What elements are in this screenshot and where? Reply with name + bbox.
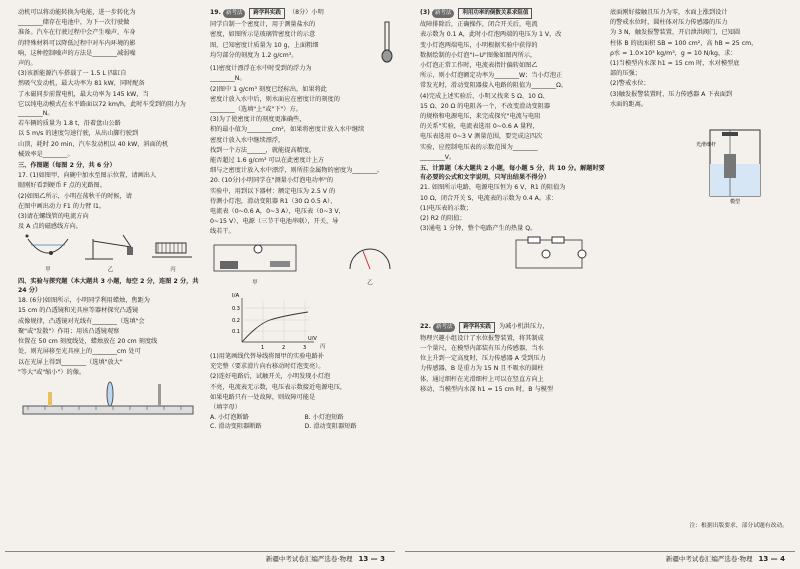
q19-text	[210, 20, 379, 64]
new-method-badge: 新考法	[432, 9, 455, 18]
text-line: 聚"或"发散"）作用；用该凸透镜观察	[18, 327, 120, 335]
lever-diagram	[83, 233, 138, 261]
q19-body	[210, 20, 395, 64]
topic-badge: 跨学科实践	[249, 8, 285, 19]
text-line: 积的最小值为________cm²，如果将密度计放入水中继续	[210, 126, 365, 134]
q22-header	[420, 322, 605, 333]
text-line: 它以纯电动模式在水平路面以72 km/h，此时车受到的阻力为________N。	[18, 100, 186, 118]
q20-parts	[210, 352, 395, 412]
text-line: "等大"或"缩小"）的像。	[18, 368, 86, 376]
text-line: 如果电路只有一处故障，则故障可能是	[210, 393, 316, 401]
iv-graph	[230, 290, 395, 352]
text-line: (2)连好电路后，试触开关，小明发现小灯泡	[210, 373, 331, 381]
text-line: ________储存在电池中，为下一次行驶做	[18, 19, 130, 27]
text-line: (3)为了使密度计的刻度更准确些，	[210, 116, 306, 124]
right-column-2	[610, 8, 795, 207]
text-line: 故障排除后，正确操作，闭合开关后，电流	[420, 21, 538, 29]
text-line: 21. 如图所示电路，电源电压恒为 6 V，R1 的阻值为	[420, 184, 566, 192]
text-line: 位置在 50 cm 刻度线处，蜡烛放在 20 cm 刻度线	[18, 338, 158, 346]
text-line: 10 Ω，闭合开关 S，电流表的示数为 0.4 A。求：	[420, 194, 558, 202]
text-line: (3)该新能源汽车搭载了一 1.5 L 四缸自	[18, 70, 127, 78]
text-line: 同学自制一个密度计，用于测量盐水的	[210, 21, 316, 29]
section-heading: 五、计算题（本大题共 2 小题，每小题 5 分，共 10 分。解题时要有必要的公式和文字说明，只写出结果不得分）	[420, 165, 605, 182]
figure-label: 光滑细杆	[696, 142, 717, 149]
q3-header	[420, 8, 605, 19]
text-line: (3)触发报警装置时，压力传感器 A 下表面到	[610, 90, 733, 98]
text-line: 的特殊材料可以降低过程中对车内环境的影	[18, 39, 136, 47]
text-line: 成像规律，凸透镜对光线有________（选填"会	[18, 317, 145, 325]
text-line: 0~15 V），电源（三节干电池串联），开关，导	[210, 218, 339, 226]
text-line: 力传感器，B 是重力为 15 N 且不吸水的圆柱	[420, 365, 544, 373]
q17-figures	[18, 233, 203, 274]
text-line: 变小灯泡两端电压，小明根据实验中获得的	[420, 41, 538, 49]
option-a: A. 小灯泡断路	[210, 414, 249, 422]
figure-label: 甲	[252, 279, 258, 286]
text-line: 了永磁同步前置电机，最大功率为 145 kW，当	[18, 90, 149, 98]
text-line: 若车辆的质量为 1.8 t，沿着盘山公路	[18, 120, 121, 128]
text-line: 表示数为 0.1 A，此时小灯泡两端的电压为 1 V，改	[420, 31, 562, 39]
text-line: 20. (10分)小明同学在"测量小灯泡电功率"的	[210, 177, 334, 185]
q19-header	[210, 8, 395, 19]
text-line: 小灯泡正常工作时，电流表指针偏转如图乙	[420, 62, 538, 70]
text-line: 的规格和电源电压，来完成探究"电流与电阻	[420, 113, 541, 121]
text-line: 然吸气发动机，最大功率为 81 kW，同时配备	[18, 80, 145, 88]
text-line: 柱体 B 的底面积 SB = 100 cm²，高 hB = 25 cm，	[610, 39, 758, 47]
text-line: 及 A 点的磁感线方向。	[18, 223, 82, 231]
q20	[210, 176, 395, 236]
text-line: (1)电压表的示数；	[420, 204, 473, 212]
figure-solenoid	[148, 233, 198, 274]
iv-graph-svg	[230, 290, 320, 352]
text-line: 常发光时，滑动变阻器接入电路的阻值为________Ω。	[420, 82, 568, 90]
axis-label-x: U/V	[308, 336, 317, 343]
text-line: (2)如图乙所示，小明在荡秋千的时候，请	[18, 192, 132, 200]
ammeter-figure	[345, 239, 395, 288]
tick-label-y: 0.2	[232, 318, 240, 325]
figure-label: 模型	[730, 199, 741, 205]
text-line: 能否超过 1.6 g/cm³ 可以在此密度计上方	[210, 157, 325, 165]
text-line: 15 Ω、20 Ω 的电阻各一个，不改变滑动变阻器	[420, 102, 551, 110]
text-line: (4)完成上述实验后，小明又找来 5 Ω、10 Ω、	[420, 92, 549, 100]
text-line: 实验，应控制电压表的示数范围为________	[420, 143, 538, 151]
text-line: 为减小机洪压力，	[498, 322, 549, 330]
tick-label-y: 0.1	[232, 329, 240, 336]
iv-curve	[242, 312, 308, 342]
text-line: 响，这种控制噪声的方法是________减弱噪	[18, 49, 136, 57]
option-b: B. 小灯泡短路	[304, 414, 344, 422]
right-footer	[405, 551, 795, 565]
q18	[18, 296, 203, 377]
text-line: 17. (1)如图甲，向碗中加水至图示位置，请画出人	[18, 172, 157, 180]
text-line: 以 5 m/s 的速度匀速行驶，从出山脚行驶到	[18, 130, 139, 138]
text-line: 所示，则小灯泡额定功率为________W；当小灯泡正	[420, 72, 563, 80]
page-number: 13 — 4	[758, 554, 785, 563]
text-line: 移动，当模型内水深 h1 = 15 cm 时，B 与模型	[420, 385, 554, 393]
text-line: 在图中画出动力 F1 的力臂 l1。	[18, 202, 106, 210]
text-line: 待测小灯泡，滑动变阻器 R1（30 Ω 0.5 A）、	[210, 197, 337, 205]
section-heading: 四、实验与探究题（本大题共 3 小题，每空 2 分，连图 2 分，共 24 分）	[18, 277, 199, 295]
q21-subparts	[420, 204, 605, 224]
footer-title: 新疆中考试卷汇编严选卷·物理	[265, 555, 353, 563]
solenoid-diagram	[148, 233, 198, 261]
circuit-figure	[210, 239, 300, 288]
new-method-badge: 新考法	[223, 9, 246, 18]
question-number: 19.	[210, 9, 221, 16]
text-line: (2)图中 1 g/cm³ 刻度已经标出，如果将此	[210, 85, 327, 93]
text-line: 的警戒水位时，圆柱体对压力传感器的压力	[610, 19, 728, 27]
q17	[18, 171, 203, 231]
text-line: 部的压强；	[610, 70, 641, 78]
tick-label-y: 0.3	[232, 306, 240, 313]
text-line: 密度计放入水中继续漂浮，	[210, 136, 285, 144]
figure-label: 乙	[367, 279, 373, 286]
tick-label-x: 2	[282, 345, 286, 352]
option-c: C. 滑动变阻器断路	[210, 423, 262, 431]
text-line: 电压表选用 0~3 V 测量范围，要完成这四次	[420, 133, 543, 141]
option-d: D. 滑动变阻器短路	[304, 423, 357, 431]
q21-body	[420, 204, 605, 224]
text-line: (2)警戒水位；	[610, 80, 650, 88]
left-column-1	[18, 8, 203, 421]
text-line: 位上升到一定高度时，压力传感器 A 受到压力	[420, 355, 546, 363]
text-line: （8分）小明	[288, 9, 324, 16]
text-line: ________V。	[420, 153, 456, 161]
text-line: 均匀部分的刻度为 1.2 g/cm³。	[210, 51, 298, 59]
section-heading: 三、作图题（每图 2 分，共 6 分）	[18, 162, 116, 170]
text-line: (3)请在螺线管的电流方向	[18, 213, 89, 221]
text-line: 一个量尺，在模型内部装有压力传感器，当水	[420, 345, 544, 353]
text-line: 动机可以将动能转换为电能，进一步转化为	[18, 9, 136, 16]
tick-label-x: 3	[303, 345, 307, 352]
topic-badge: 利用功率的倒数关系求阻值	[458, 8, 532, 19]
text-line: 声的。	[18, 60, 37, 68]
figure-label: 丙	[320, 343, 326, 350]
figure-label: 乙	[107, 266, 114, 273]
text-line: 为 3 N，触发报警装置，开启泄洪阀门，已知圆	[610, 29, 741, 37]
text-line: 电流表（0~0.6 A，0~3 A），电压表（0~3 V，	[210, 208, 345, 216]
text-line: 18. (6分)如图所示，小明同学利用蜡烛，焦距为	[18, 297, 150, 305]
text-line: 实验中，用到以下器材：额定电压为 2.5 V 的	[210, 187, 336, 195]
text-line: 线若干。	[210, 228, 235, 236]
q20-options	[210, 413, 395, 431]
text-line: 山顶，耗时 20 min，汽车发动机以 40 kW，斜面的机	[18, 140, 169, 148]
text-line: ________N。	[210, 75, 246, 83]
text-line: ρ水 = 1.0×10³ kg/m³，g = 10 N/kg，求：	[610, 49, 737, 57]
text-line: 找到一个方法______，就能提高精度。	[210, 146, 316, 154]
text-line: 不亮，电流表无示数，电压表示数接近电源电压，	[210, 383, 347, 391]
text-line: 密度计放入水中后，则水面应在密度计的刻度的	[210, 95, 340, 103]
optical-bench-diagram	[18, 378, 198, 418]
text-line: 密度，如图所示是玻璃管密度计的示意	[210, 31, 316, 39]
text-line: 数据绘制的小灯泡"I−U"图像如图丙所示，	[420, 51, 537, 59]
q20-figures	[210, 239, 395, 288]
q16-part3	[18, 69, 203, 159]
text-line: 处，则光屏移至光具座上的________cm 处可	[18, 348, 141, 356]
figure-label: 丙	[170, 266, 176, 273]
text-line: （填字母）	[210, 404, 241, 412]
tick-label-x: 1	[261, 345, 265, 352]
left-footer	[5, 551, 395, 565]
right-column-1	[420, 8, 605, 395]
text-line: 眼刚好看到硬币 F 点的光路图。	[18, 182, 106, 190]
text-line: 准备。汽车在行驶过程中会产生噪声，车身	[18, 29, 136, 37]
text-line: 底面刚好接触且压力为零，水面上涨到设计	[610, 9, 728, 16]
page-number: 13 — 3	[358, 554, 385, 563]
text-line: 图，已知密度计质量为 10 g，上面粗细	[210, 41, 319, 49]
text-line: (3)通电 1 分钟，整个电路产生的热量 Q。	[420, 225, 537, 233]
right-page	[400, 0, 800, 569]
axis-label-y: I/A	[232, 293, 240, 300]
intro-block	[18, 8, 203, 68]
editorial-note: 注：根据出版要求，部分试题有改动。	[689, 523, 788, 529]
text-line: 以在光屏上得到________（选填"放大"	[18, 358, 123, 366]
left-column-2	[210, 8, 395, 432]
text-line: (1)密度计漂浮在水中时受到的浮力为	[210, 65, 312, 73]
text-line: 细与之密度计放入水中漂浮，则所挂金属物的密度为________。	[210, 167, 384, 175]
figure-lever	[83, 233, 138, 274]
new-method-badge: 新考法	[433, 323, 456, 332]
text-line: 物理兴趣小组设计了水位报警装置，将其制成	[420, 334, 544, 342]
question-number: (3)	[420, 9, 430, 16]
footer-title: 新疆中考试卷汇编严选卷·物理	[665, 555, 753, 563]
text-line: (1)用笔画线代替导线将图甲的实验电路补	[210, 353, 324, 361]
circuit-diagram	[210, 239, 300, 275]
text-line: 体，通过细杆在光滑细杆上可以在竖直方向上	[420, 375, 544, 383]
figure-bowl	[23, 233, 73, 274]
topic-badge: 跨学科实践	[459, 322, 495, 333]
ammeter-dial-diagram	[345, 239, 395, 275]
bowl-diagram	[23, 233, 73, 261]
text-line: 械效率是________。	[18, 150, 74, 158]
figure-label: 甲	[45, 266, 51, 273]
question-number: 22.	[420, 322, 431, 330]
q21-circuit-diagram	[510, 234, 590, 274]
text-line: 水面的距离。	[610, 100, 648, 108]
water-level-model-diagram	[610, 124, 770, 204]
text-line: (1)当模型内水深 h1 = 15 cm 时，水对模型底	[610, 60, 740, 68]
hydrometer-icon	[379, 20, 395, 64]
text-line: (2) R2 的阻值；	[420, 215, 466, 223]
text-line: 15 cm 的凸透镜和光具座等器材探究凸透镜	[18, 307, 139, 315]
text-line: 的关系"实验，电流表选用 0~0.6 A 量程，	[420, 123, 539, 131]
text-line: ________（选填"上"或"下"）方。	[210, 106, 302, 114]
text-line: 充完整（要求滑片向右移动时灯泡变亮）。	[210, 363, 325, 371]
